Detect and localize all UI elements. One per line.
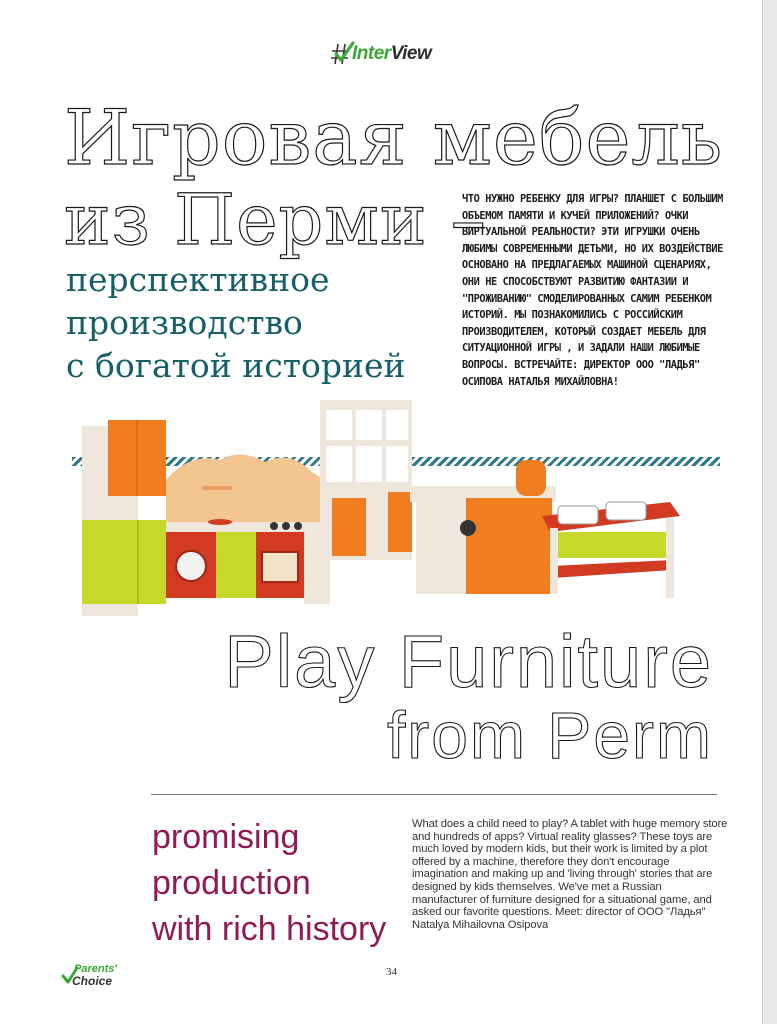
shelf-unit	[320, 400, 412, 560]
brand-part-inter: Inter	[352, 43, 391, 64]
sink-table	[542, 502, 680, 598]
logo-text-choice: Choice	[72, 974, 113, 988]
furniture-photo	[80, 390, 690, 620]
russian-subtitle	[66, 258, 406, 387]
shop-counter	[410, 460, 556, 594]
english-subtitle-line: production	[152, 864, 311, 902]
russian-subtitle-line: перспективное	[66, 260, 330, 299]
page-edge	[762, 0, 777, 1024]
english-subtitle-line: with rich history	[152, 910, 387, 948]
english-subtitle	[152, 814, 386, 952]
brand-logo	[330, 40, 460, 68]
russian-subtitle-line: производство	[66, 303, 303, 342]
english-title-line2: from Perm	[386, 698, 713, 772]
english-subtitle-line: promising	[152, 818, 300, 856]
brand-text	[352, 43, 431, 65]
russian-title-line1: Игровая мебель	[64, 93, 724, 182]
russian-intro-text: ЧТО НУЖНО РЕБЕНКУ ДЛЯ ИГРЫ? ПЛАНШЕТ С БОЛЬШИМ ОБЪЕМОМ ПАМЯТИ И КУЧЕЙ ПРИЛОЖЕНИЙ? ОЧКИ ВИРТУАЛЬНОЙ РЕАЛЬНОСТИ? ЭТИ ИГРУШКИ ОЧЕНЬ ЛЮБИМЫ СОВРЕМЕННЫМИ ДЕТЬМИ, НО ИХ ВОЗДЕЙСТВИЕ ОСНОВАНО НА ПРЕДЛАГАЕМЫХ МАШИНОЙ СЦЕНАРИЯХ, ОНИ НЕ СПОСОБСТВУЮТ РАЗВИТИЮ ФАНТАЗИИ И "ПРОЖИВАНИЮ" СМОДЕЛИРОВАННЫХ САМИМ РЕБЕНКОМ ИСТОРИЙ. МЫ ПОЗНАКОМИЛИСЬ С РОССИЙСКИМ ПРОИЗВОДИТЕЛЕМ, КОТОРЫЙ СОЗДАЕТ МЕБЕЛЬ ДЛЯ СИТУАЦИОННОЙ ИГРЫ , И ЗАДАЛИ НАШИ ЛЮБИМЫЕ ВОПРОСЫ. ВСТРЕЧАЙТЕ: ДИРЕКТОР ООО "ЛАДЬЯ" ОСИПОВА НАТАЛЬЯ МИХАЙЛОВНА!	[462, 193, 723, 388]
logo-text-parents: Parents'	[74, 963, 117, 975]
page-number: 34	[386, 966, 397, 978]
divider-line	[151, 794, 717, 795]
parents-choice-logo	[60, 963, 120, 993]
tall-cabinet	[82, 420, 166, 616]
brand-part-view: View	[390, 43, 432, 64]
russian-title-line2: из Перми –	[64, 179, 487, 261]
russian-subtitle-line: с богатой историей	[66, 346, 406, 385]
english-intro-text: What does a child need to play? A tablet with huge memory store and hundreds of apps? Virtual reality glasses? These toys are much loved by modern kids, but their work is limited by a plot offered by a machine, therefore they don't encourage imagination and making up and 'living through' stories that are designed by kids themselves. We've met a Russian manufacturer of furniture designed for a situational game, and asked our favorite questions. Meet: director of OOO "Ладья" Natalya Mihailovna Osipova	[412, 818, 728, 931]
english-title-line1: Play Furniture	[224, 620, 713, 703]
